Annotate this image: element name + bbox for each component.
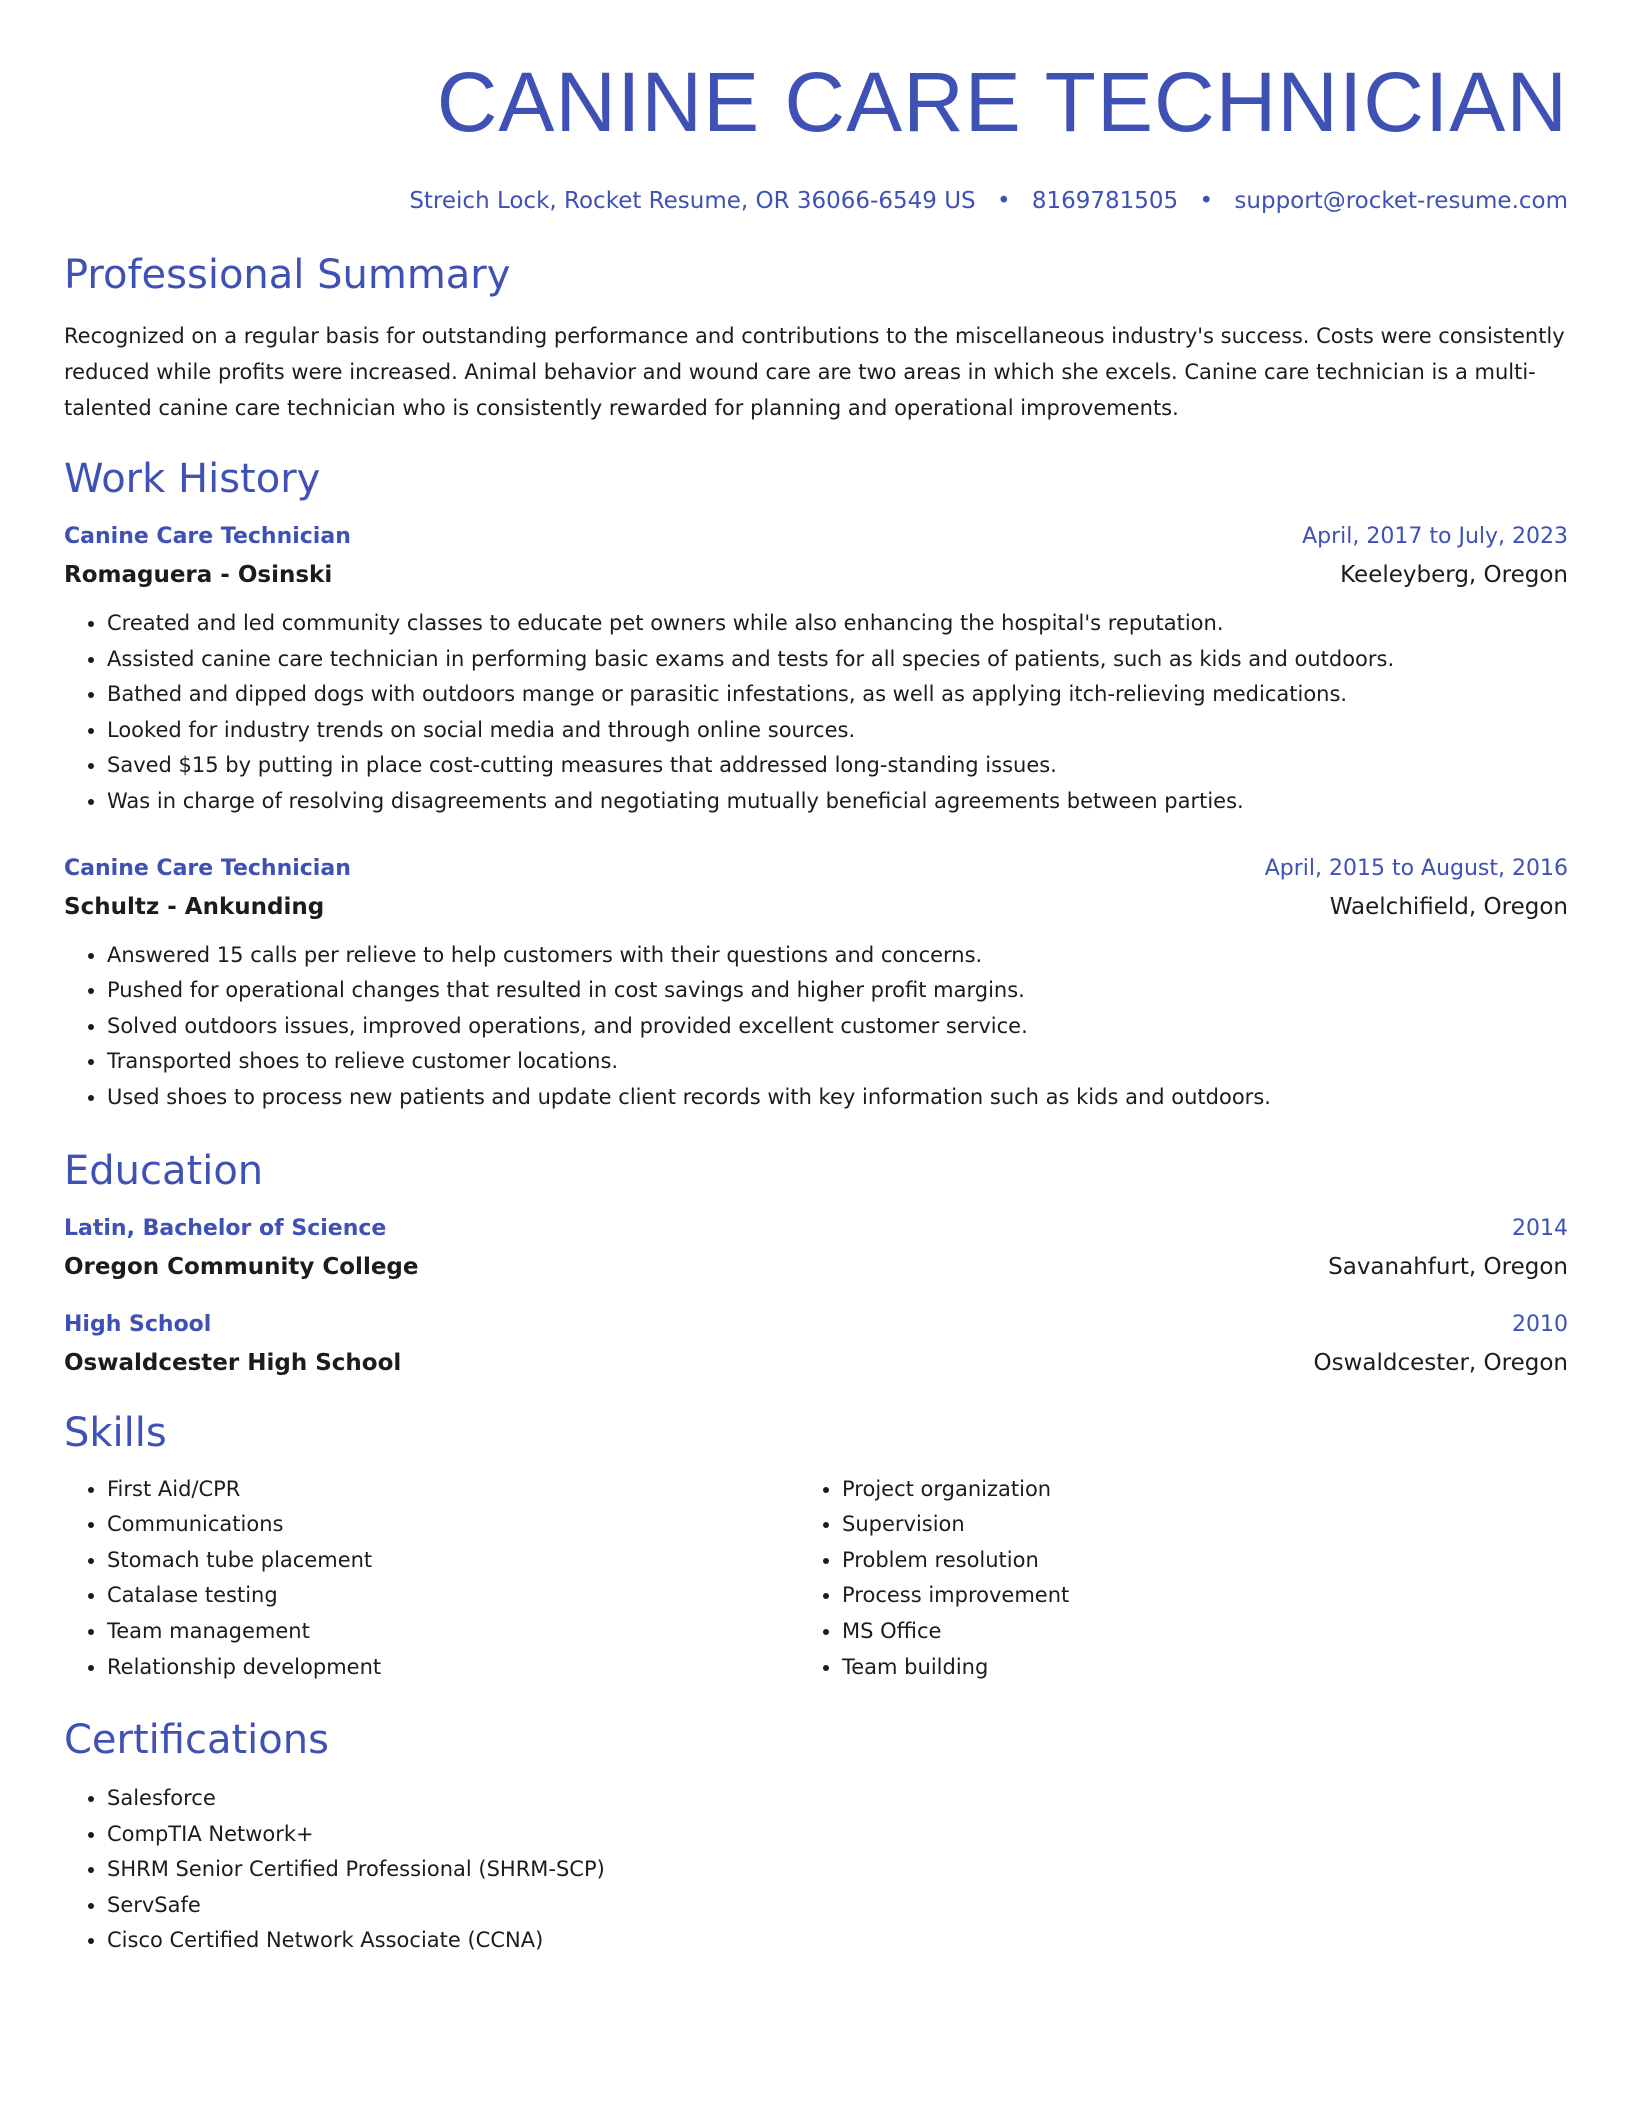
contact-line — [64, 186, 1568, 216]
certifications-heading: Certifications — [64, 1717, 329, 1764]
job-location: Waelchifield, Oregon — [1329, 893, 1568, 920]
skill-item: • Stomach tube placement — [107, 1543, 799, 1579]
degree-name: Latin, Bachelor of Science — [64, 1215, 387, 1241]
skill-item: • Supervision — [842, 1507, 1534, 1543]
skill-item: • First Aid/CPR — [107, 1472, 799, 1508]
job-bullet: • Created and led community classes to educate pet owners while also enhancing the hospital's reputation. — [107, 606, 1568, 642]
certifications-list — [64, 1781, 1568, 1959]
job-bullet: • Transported shoes to relieve customer locations. — [107, 1044, 1568, 1080]
contact-separator: • — [1199, 188, 1214, 214]
certification-item: • CompTIA Network+ — [107, 1817, 1568, 1853]
job-dates: April, 2015 to August, 2016 — [1264, 855, 1568, 881]
certification-item: • Cisco Certified Network Associate (CCNA) — [107, 1923, 1568, 1959]
skills-column-right — [799, 1472, 1534, 1686]
summary-heading: Professional Summary — [64, 252, 511, 298]
skill-item: • Communications — [107, 1507, 799, 1543]
job-bullets — [64, 938, 1568, 1116]
certification-item: • SHRM Senior Certified Professional (SHRM-SCP) — [107, 1852, 1568, 1888]
job-company: Romaguera - Osinski — [64, 562, 333, 588]
resume-title: CANINE CARE TECHNICIAN — [436, 55, 1568, 149]
skills-list — [64, 1472, 1568, 1686]
job-entry — [64, 854, 1568, 1116]
skill-item: • Team building — [842, 1650, 1534, 1686]
job-entry — [64, 522, 1568, 820]
skill-item: • Catalase testing — [107, 1578, 799, 1614]
job-bullet: • Solved outdoors issues, improved operations, and provided excellent customer service. — [107, 1009, 1568, 1045]
school-name: Oregon Community College — [64, 1253, 419, 1280]
skill-item: • Relationship development — [107, 1650, 799, 1686]
job-bullets — [64, 606, 1568, 820]
degree-name: High School — [64, 1311, 212, 1337]
skills-column-left — [64, 1472, 799, 1686]
skill-item: • Team management — [107, 1614, 799, 1650]
job-bullet: • Bathed and dipped dogs with outdoors mange or parasitic infestations, as well as applying itch-relieving medications. — [107, 677, 1568, 713]
job-bullet: • Assisted canine care technician in performing basic exams and tests for all species of patients, such as kids and outdoors. — [107, 642, 1568, 678]
education-entry — [64, 1310, 1568, 1378]
job-title: Canine Care Technician — [64, 524, 351, 549]
job-dates: April, 2017 to July, 2023 — [1302, 524, 1568, 549]
skill-item: • Problem resolution — [842, 1543, 1534, 1579]
job-bullet: • Used shoes to process new patients and update client records with key information such as kids and outdoors. — [107, 1080, 1568, 1116]
certification-item: • ServSafe — [107, 1888, 1568, 1924]
contact-address: Streich Lock, Rocket Resume, OR 36066-6549 US — [409, 188, 976, 214]
education-entry — [64, 1214, 1568, 1282]
job-company: Schultz - Ankunding — [64, 893, 325, 920]
job-location: Keeleyberg, Oregon — [1340, 562, 1568, 588]
contact-phone: 8169781505 — [1031, 188, 1179, 214]
school-name: Oswaldcester High School — [64, 1349, 402, 1376]
summary-text: Recognized on a regular basis for outstanding performance and contributions to the miscellaneous industry's success. Costs were consistently reduced while profits were increased. Animal behavior and wound care are two areas in which she excels. Canine care technician is a multi-talented canine care technician who is consistently rewarded for planning and operational improvements. — [64, 324, 1565, 420]
degree-year: 2010 — [1512, 1311, 1568, 1337]
degree-year: 2014 — [1512, 1215, 1568, 1241]
school-location: Savanahfurt, Oregon — [1328, 1253, 1568, 1280]
education-heading: Education — [64, 1147, 264, 1194]
contact-separator: • — [996, 188, 1011, 214]
skill-item: • Project organization — [842, 1472, 1534, 1508]
job-bullet: • Looked for industry trends on social media and through online sources. — [107, 713, 1568, 749]
certification-item: • Salesforce — [107, 1781, 1568, 1817]
job-bullet: • Pushed for operational changes that resulted in cost savings and higher profit margins. — [107, 973, 1568, 1009]
contact-email: support@rocket-resume.com — [1234, 188, 1568, 214]
skill-item: • MS Office — [842, 1614, 1534, 1650]
job-bullet: • Was in charge of resolving disagreements and negotiating mutually beneficial agreements between parties. — [107, 784, 1568, 820]
job-bullet: • Answered 15 calls per relieve to help customers with their questions and concerns. — [107, 938, 1568, 974]
work-history-heading: Work History — [64, 456, 321, 502]
school-location: Oswaldcester, Oregon — [1313, 1349, 1568, 1376]
job-bullet: • Saved $15 by putting in place cost-cutting measures that addressed long-standing issues. — [107, 748, 1568, 784]
job-title: Canine Care Technician — [64, 855, 351, 881]
skills-heading: Skills — [64, 1409, 167, 1456]
skill-item: • Process improvement — [842, 1578, 1534, 1614]
